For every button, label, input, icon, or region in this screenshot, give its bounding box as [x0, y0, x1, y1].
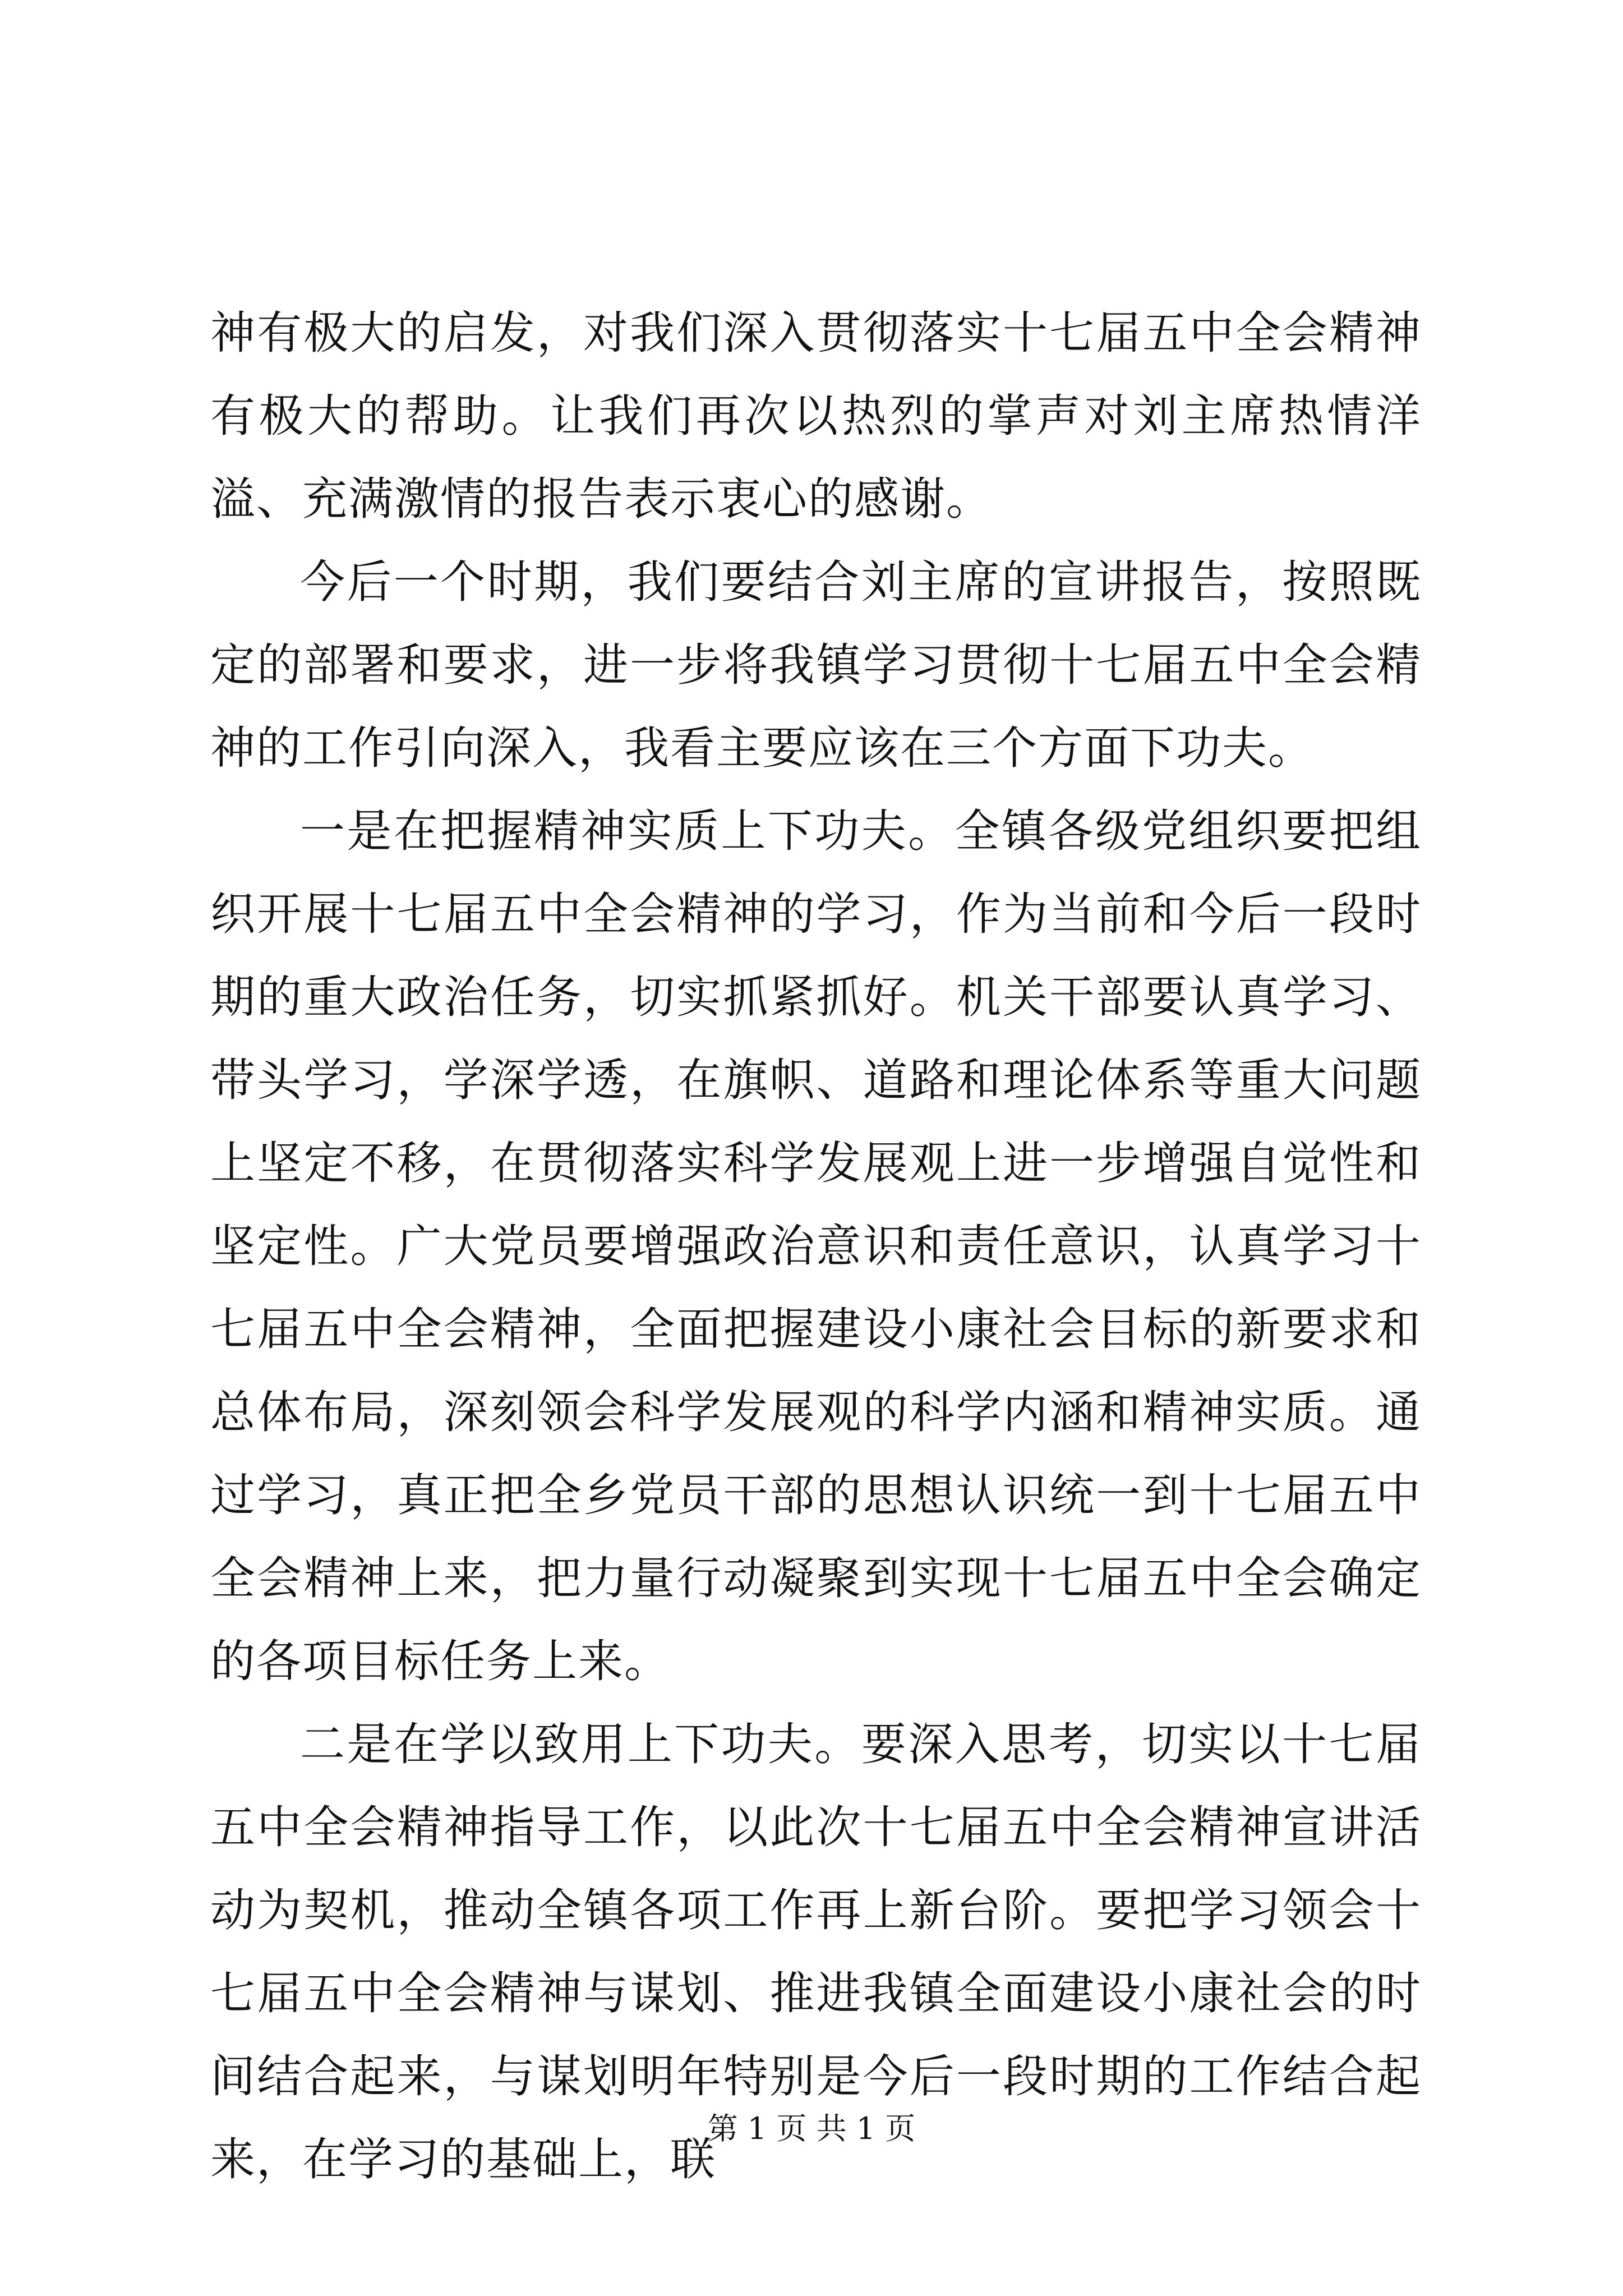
- paragraph-3: 一是在把握精神实质上下功夫。全镇各级党组织要把组织开展十七届五中全会精神的学习，作为当前和今后一段时期的重大政治任务，切实抓紧抓好。机关干部要认真学习、带头学习，学深学透，在旗帜、道路和理论体系等重大问题上坚定不移，在贯彻落实科学发展观上进一步增强自觉性和坚定性。广大党员要增强政治意识和责任意识，认真学习十七届五中全会精神，全面把握建设小康社会目标的新要求和总体布局，深刻领会科学发展观的科学内涵和精神实质。通过学习，真正把全乡党员干部的思想认识统一到十七届五中全会精神上来，把力量行动凝聚到实现十七届五中全会确定的各项目标任务上来。: [210, 805, 1422, 1687]
- paragraph-1: 神有极大的启发，对我们深入贯彻落实十七届五中全会精神有极大的帮助。让我们再次以热烈的掌声对刘主席热情洋溢、充满激情的报告表示衷心的感谢。: [210, 307, 1422, 525]
- paragraph-4: 二是在学以致用上下功夫。要深入思考，切实以十七届五中全会精神指导工作，以此次十七届五中全会精神宣讲活动为契机，推动全镇各项工作再上新台阶。要把学习领会十七届五中全会精神与谋划、推进我镇全面建设小康社会的时间结合起来，与谋划明年特别是今后一段时期的工作结合起来，在学习的基础上，联: [210, 1718, 1422, 2185]
- document-body: [210, 292, 1422, 2201]
- page-footer: 第 1 页 共 1 页: [707, 2111, 916, 2146]
- paragraph-2: 今后一个时期，我们要结合刘主席的宣讲报告，按照既定的部署和要求，进一步将我镇学习贯彻十七届五中全会精神的工作引向深入，我看主要应该在三个方面下功夫。: [210, 556, 1422, 774]
